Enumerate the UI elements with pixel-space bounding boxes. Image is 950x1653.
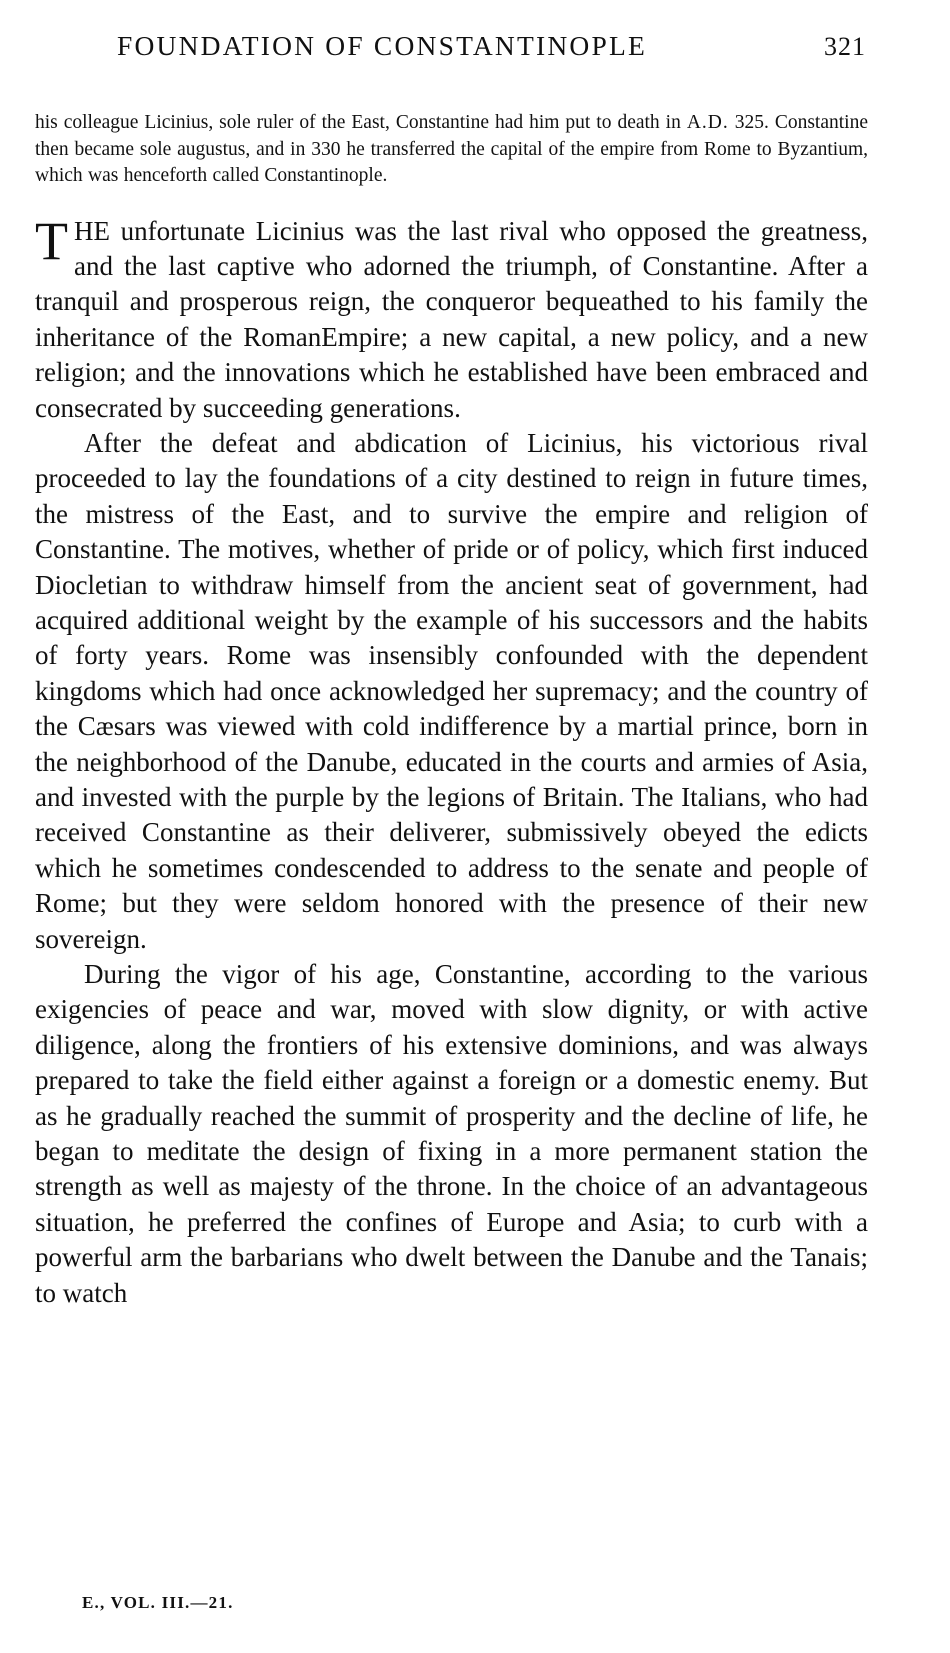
summary-era-abbreviation: A.D. xyxy=(686,112,729,133)
paragraph-3: During the vigor of his age, Constantine, according to the various exigencies of peace and war, moved with slow dignity, or with active diligence, along the frontiers of his extensive dominions, and was always prepared to take the field either against a foreign or a domestic enemy. But as he gradually reached the summit of prosperity and the decline of life, he began to meditate the design of fixing in a more permanent station the strength as well as majesty of the throne. In the choice of an advantageous situation, he preferred the confines of Europe and Asia; to curb with a powerful arm the barbarians who dwelt between the Danube and the Tanais; to watch xyxy=(35,959,868,1308)
page-number: 321 xyxy=(824,32,866,61)
paragraph-1-text: HE unfortunate Licinius was the last rival who opposed the greatness, and the last captive who adorned the triumph, of Constantine. After a tranquil and prosperous reign, the conqueror bequeathed to his family the inheritance of the RomanEmpire; a new capital, a new policy, and a new religion; and the innovations which he established have been embraced and consecrated by succeeding generations. xyxy=(35,215,868,423)
book-page xyxy=(35,22,868,1311)
paragraph-2: After the defeat and abdication of Licinius, his victorious rival proceeded to lay the foundations of a city destined to reign in future times, the mistress of the East, and to survive the empire and religion of Constantine. The motives, whether of pride or of policy, which first induced Diocletian to withdraw himself from the ancient seat of government, had acquired additional weight by the example of his successors and the habits of forty years. Rome was insensibly confounded with the dependent kingdoms which had once acknowledged her supremacy; and the country of the Cæsars was viewed with cold indifference by a martial prince, born in the neighborhood of the Danube, educated in the courts and armies of Asia, and invested with the purple by the legions of Britain. The Italians, who had received Constantine as their deliverer, submissively obeyed the edicts which he sometimes condescended to address to the senate and people of Rome; but they were seldom honored with the presence of their new sovereign. xyxy=(35,427,868,954)
summary-text-part1: his colleague Licinius, sole ruler of the East, Constantine had him put to death in xyxy=(35,112,687,133)
printer-signature: E., VOL. III.—21. xyxy=(82,1593,234,1612)
summary-text-part2: 325. Constantine then became sole augustus, and in 330 he transferred the capital of the empire from Rome to Byzantium, which was henceforth called Constantinople. xyxy=(35,112,868,186)
main-text xyxy=(35,210,868,1312)
running-title: FOUNDATION OF CONSTANTINOPLE xyxy=(117,30,647,61)
drop-cap: T xyxy=(35,210,68,271)
chapter-summary xyxy=(35,110,868,190)
running-head xyxy=(35,22,868,70)
paragraph-1 xyxy=(35,210,868,426)
